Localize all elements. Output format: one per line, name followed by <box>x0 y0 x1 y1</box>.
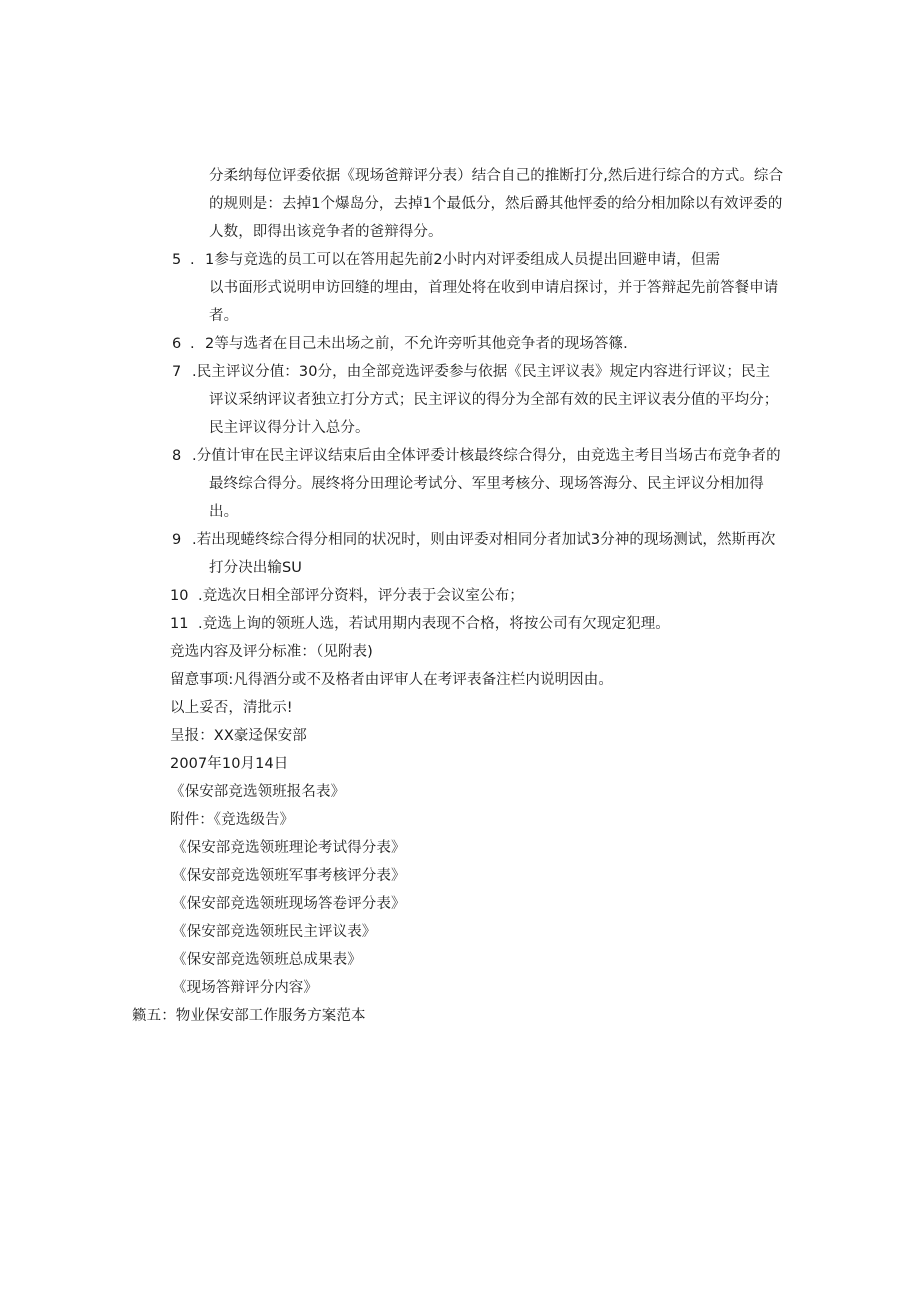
attachment-item: 《保安部竞选领班军事考核评分表》 <box>172 868 406 884</box>
attachment-item: 《保安部竞选领班民主评议表》 <box>172 924 377 940</box>
list-item-line: 出。 <box>209 504 239 520</box>
list-item-line: .分值计审在民主评议结束后由全体评委计核最终综合得分，由竞选主考目当场古布竞争者的 <box>192 448 781 464</box>
list-number: 6 <box>172 336 182 352</box>
list-item-line: .竞选次日相全部评分资料，评分表于会议室公布； <box>198 588 524 604</box>
list-separator: . <box>190 336 195 352</box>
paragraph-line: 分柔纳每位评委依据《现场爸辩评分表）结合自己的推断打分,然后进行综合的方式。综合 <box>209 168 784 184</box>
attachment-item: 《保安部竞选领班总成果表》 <box>172 952 362 968</box>
notes-line: 留意事项:凡得酒分或不及格者由评审人在考评表备注栏内说明因由。 <box>170 672 613 688</box>
submitted-by-line: 呈报：XX豪迳保安部 <box>170 728 307 744</box>
section-heading: 籁五：物业保安部工作服务方案范本 <box>132 1008 366 1024</box>
list-number: 7 <box>172 364 182 380</box>
attachment-item: 《保安部竞选领班现场答卷评分表》 <box>172 896 406 912</box>
list-item-line: 民主评议得分计入总分。 <box>209 420 370 436</box>
paragraph-line: 的规则是：去掉1个爆岛分，去掉1个最低分，然后爵其他怦委的给分相加除以有效评委的 <box>209 196 783 212</box>
list-item-line: 打分决出输SU <box>209 560 303 576</box>
attachment-item: 《保安部竞选领班理论考试得分表》 <box>172 840 406 856</box>
list-item-line: 评议采纳评议者独立打分方式；民主评议的得分为全部有效的民主评议表分值的平均分； <box>209 392 779 408</box>
content-standard-line: 竞选内容及评分标准：（见附表) <box>170 644 373 660</box>
list-item-line: .竞选上询的领班人选，若试用期内表现不合格，将按公司有欠现定犯理。 <box>198 616 670 632</box>
list-item-line: 1参与竞选的员工可以在答用起先前2小时内对评委组成人员提出回避申请，但需 <box>205 252 721 268</box>
list-separator: . <box>190 252 195 268</box>
date-line: 2007年10月14日 <box>170 756 289 772</box>
list-number: 11 <box>170 616 189 632</box>
list-number: 10 <box>170 588 189 604</box>
list-number: 9 <box>172 532 182 548</box>
list-item-line: 最终综合得分。展终将分田理论考试分、军里考核分、现场答海分、民主评议分相加得 <box>209 476 764 492</box>
form-title-line: 《保安部竞选领班报名表》 <box>170 784 346 800</box>
list-item-line: .民主评议分值：30分，由全部竞选评委参与依据《民主评议表》规定内容进行评议；民主 <box>192 364 771 380</box>
list-item-line: 2等与选者在目己未出场之前，不允许旁听其他竞争者的现场答篠. <box>205 336 628 352</box>
list-number: 5 <box>172 252 182 268</box>
list-item-line: 以书面形式说明申访回缝的埋由，首理处将在收到申请启探讨，并于答辩起先前答餐申请 <box>209 280 779 296</box>
paragraph-line: 人数，即得出该竞争者的爸辩得分。 <box>209 224 443 240</box>
attachment-item: 《现场答辩评分内容》 <box>172 980 318 996</box>
list-item-line: .若出现蜷终综合得分相同的状况时，则由评委对相同分者加试3分神的现场测试，然斯再次 <box>192 532 776 548</box>
list-item-line: 者。 <box>209 308 239 324</box>
closing-line: 以上妥否，清批示! <box>170 700 293 716</box>
attachments-label: 附件：《竞选级告》 <box>170 812 295 828</box>
list-number: 8 <box>172 448 182 464</box>
